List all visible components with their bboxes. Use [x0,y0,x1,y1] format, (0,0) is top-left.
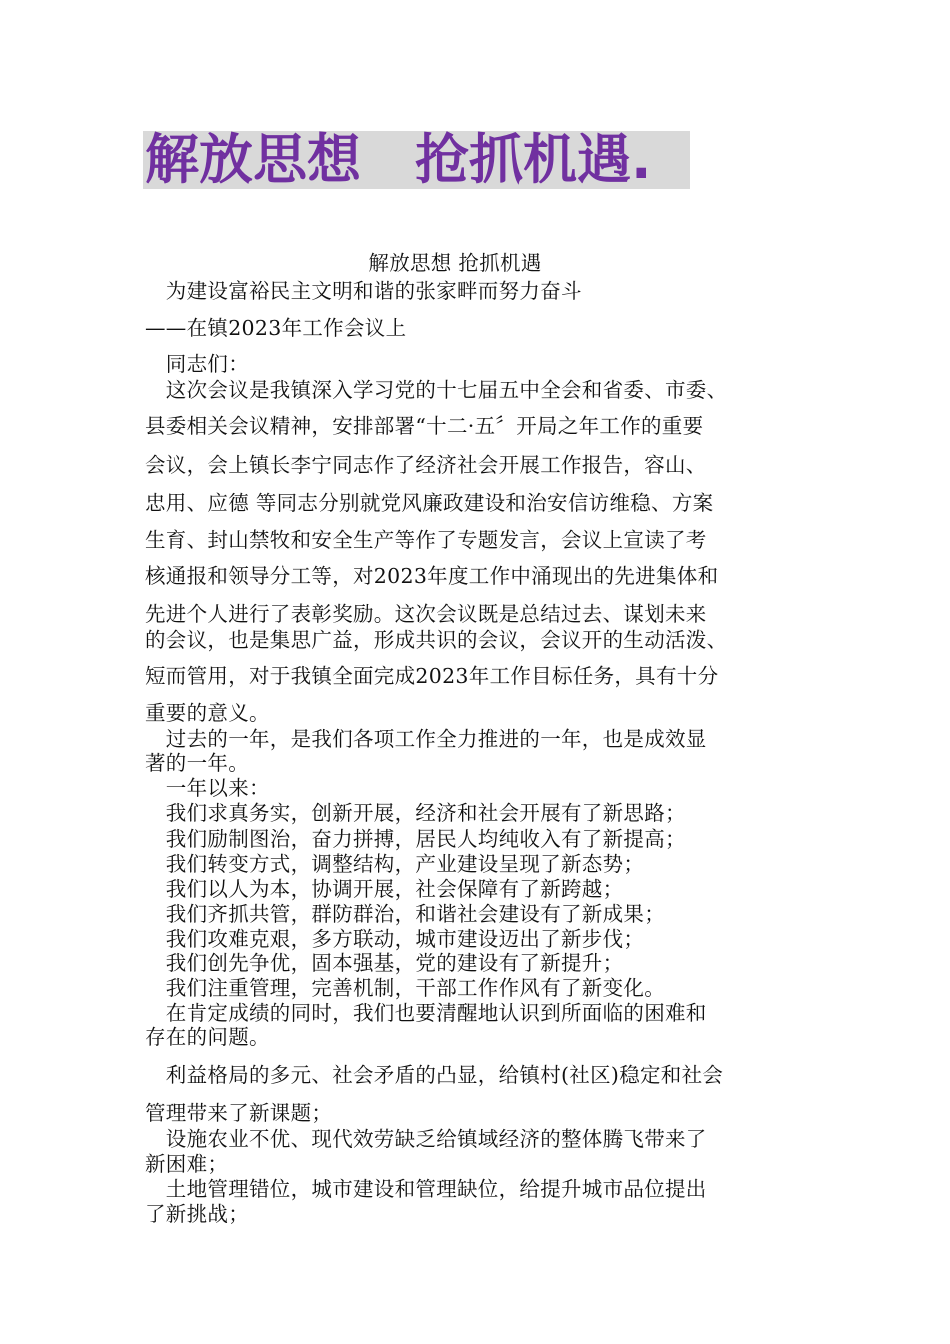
line-12: 重要的意义。 [145,701,270,725]
line-26: 利益格局的多元、社会矛盾的凸显，给镇村(社区)稳定和社会 [145,1063,724,1087]
line-28: 设施农业不优、现代效劳缺乏给镇域经济的整体腾飞带来了 [145,1127,707,1151]
line-20: 我们齐抓共管，群防群治，和谐社会建设有了新成果； [145,902,665,926]
line-31: 了新挑战； [145,1202,249,1226]
line-17: 我们励制图治，奋力拼搏，居民人均纯收入有了新提高； [145,827,686,851]
line-22: 我们创先争优，固本强基，党的建设有了新提升； [145,951,624,975]
line-27: 管理带来了新课题； [145,1101,333,1125]
line-23: 我们注重管理，完善机制，干部工作作风有了新变化。 [145,976,665,1000]
line-18: 我们转变方式，调整结构，产业建设呈现了新态势； [145,852,645,876]
line-30: 土地管理错位，城市建设和管理缺位，给提升城市品位提出 [145,1177,707,1201]
banner-title: 解放思想 抢抓机遇. [145,128,652,191]
line-15: 一年以来： [145,776,270,800]
line-9: 先进个人进行了表彰奖励。这次会议既是总结过去、谋划未来 [145,602,707,626]
line-10: 的会议，也是集思广益，形成共识的会议，会议开的生动活泼、 [145,628,728,652]
line-19: 我们以人为本，协调开展，社会保障有了新跨越； [145,877,624,901]
line-7: 生育、封山禁牧和安全生产等作了专题发言，会议上宣读了考 [145,528,707,552]
line-13: 过去的一年，是我们各项工作全力推进的一年，也是成效显 [145,727,707,751]
line-16: 我们求真务实，创新开展，经济和社会开展有了新思路； [145,801,686,825]
line-11: 短而管用，对于我镇全面完成2023年工作目标任务，具有十分 [145,664,719,688]
line-1: ——在镇2023年工作会议上 [145,316,407,340]
line-4: 县委相关会议精神，安排部署“十二·五〞开局之年工作的重要 [145,414,704,438]
line-0: 为建设富裕民主文明和谐的张家畔而努力奋斗 [145,279,582,303]
line-5: 会议，会上镇长李宁同志作了经济社会开展工作报告，容山、 [145,453,707,477]
line-24: 在肯定成绩的同时，我们也要清醒地认识到所面临的困难和 [145,1001,707,1025]
subtitle: 解放思想 抢抓机遇 [368,251,542,275]
line-2: 同志们： [145,352,249,376]
line-29: 新困难； [145,1152,229,1176]
line-25: 存在的问题。 [145,1025,270,1049]
line-14: 著的一年。 [145,751,249,775]
line-8: 核通报和领导分工等，对2023年度工作中涌现出的先进集体和 [145,564,719,588]
line-21: 我们攻难克艰，多方联动，城市建设迈出了新步伐； [145,927,645,951]
line-3: 这次会议是我镇深入学习党的十七届五中全会和省委、市委、 [145,378,728,402]
line-6: 忠用、应德 等同志分别就党风廉政建设和治安信访维稳、方案 [145,491,714,515]
